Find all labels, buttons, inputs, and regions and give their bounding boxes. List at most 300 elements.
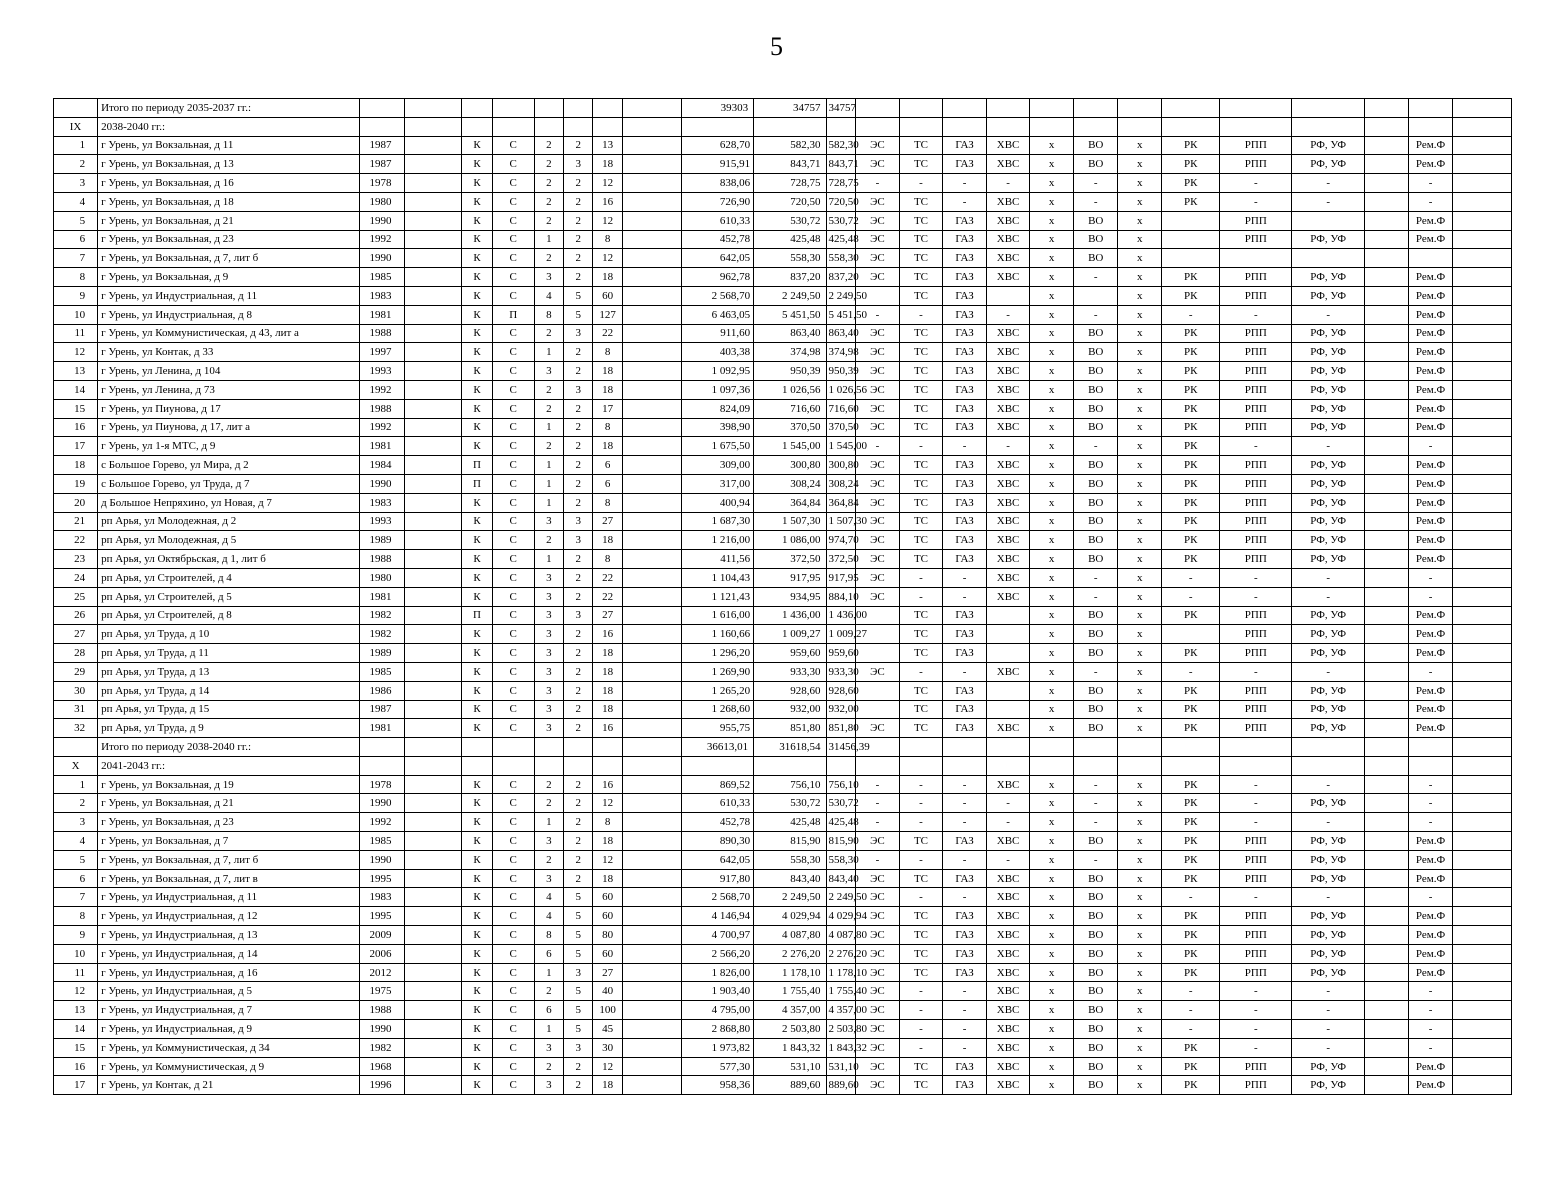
- table-row: [54, 531, 1512, 550]
- table-cell: -: [1220, 662, 1292, 681]
- table-cell: ТС: [899, 343, 942, 362]
- table-cell: С: [492, 155, 534, 174]
- table-cell: [1364, 286, 1408, 305]
- table-cell: 1 009,27: [754, 625, 826, 644]
- table-cell: х: [1118, 587, 1162, 606]
- table-cell: 1992: [360, 813, 404, 832]
- table-cell: 13: [54, 1001, 98, 1020]
- table-cell: 7: [54, 888, 98, 907]
- table-cell: РК: [1162, 606, 1220, 625]
- table-cell: 4 087,80: [826, 926, 855, 945]
- table-cell: г Урень, ул Вокзальная, д 7, лит в: [98, 869, 360, 888]
- table-cell: ТС: [899, 832, 942, 851]
- table-cell: х: [1030, 944, 1074, 963]
- table-cell: РК: [1162, 1038, 1220, 1057]
- table-cell: ГАЗ: [943, 155, 987, 174]
- table-cell: х: [1030, 230, 1074, 249]
- table-cell: 610,33: [681, 211, 753, 230]
- table-cell: 30: [593, 1038, 622, 1057]
- table-cell: 2: [564, 456, 593, 475]
- table-cell: РК: [1162, 437, 1220, 456]
- table-row: [54, 286, 1512, 305]
- table-cell: С: [492, 1020, 534, 1039]
- table-cell: ХВС: [987, 268, 1030, 287]
- table-cell: [1364, 456, 1408, 475]
- table-cell: Рем.Ф: [1408, 418, 1452, 437]
- table-cell: 628,70: [681, 136, 753, 155]
- table-cell: 22: [593, 587, 622, 606]
- table-cell: 13: [54, 362, 98, 381]
- table-cell: 374,98: [754, 343, 826, 362]
- table-cell: С: [492, 907, 534, 926]
- table-cell: х: [1030, 1076, 1074, 1095]
- table-cell: 911,60: [681, 324, 753, 343]
- table-cell: 3: [534, 869, 563, 888]
- table-cell: х: [1030, 644, 1074, 663]
- table-cell: ВО: [1074, 211, 1118, 230]
- table-cell: 60: [593, 888, 622, 907]
- table-cell: 3: [534, 700, 563, 719]
- table-cell: С: [492, 700, 534, 719]
- table-cell: -: [899, 982, 942, 1001]
- table-cell: -: [855, 775, 899, 794]
- table-cell: 2: [534, 249, 563, 268]
- table-cell: С: [492, 1076, 534, 1095]
- table-cell: [1364, 907, 1408, 926]
- table-cell: [855, 644, 899, 663]
- table-cell: С: [492, 512, 534, 531]
- table-cell: 8: [593, 418, 622, 437]
- table-cell: К: [462, 305, 492, 324]
- table-cell: ХВС: [987, 832, 1030, 851]
- table-cell: ЭС: [855, 249, 899, 268]
- table-cell: -: [855, 850, 899, 869]
- table-cell: х: [1118, 907, 1162, 926]
- table-cell: РПП: [1220, 230, 1292, 249]
- table-cell: ХВС: [987, 230, 1030, 249]
- table-cell: -: [855, 794, 899, 813]
- table-cell: ВО: [1074, 944, 1118, 963]
- table-cell: х: [1030, 362, 1074, 381]
- table-cell: ВО: [1074, 399, 1118, 418]
- table-cell: 5: [564, 888, 593, 907]
- table-cell: 2: [534, 324, 563, 343]
- table-cell: 582,30: [754, 136, 826, 155]
- table-cell: [1453, 907, 1512, 926]
- table-cell: 4 087,80: [754, 926, 826, 945]
- table-cell: -: [1292, 568, 1364, 587]
- table-cell: РФ, УФ: [1292, 380, 1364, 399]
- table-cell: РФ, УФ: [1292, 963, 1364, 982]
- table-row: [54, 399, 1512, 418]
- table-cell: К: [462, 1001, 492, 1020]
- table-cell: х: [1118, 982, 1162, 1001]
- table-cell: г Урень, ул Ленина, д 104: [98, 362, 360, 381]
- table-cell: -: [1220, 888, 1292, 907]
- table-cell: 2: [564, 719, 593, 738]
- table-cell: х: [1030, 850, 1074, 869]
- table-cell: ЭС: [855, 230, 899, 249]
- table-cell: ГАЗ: [943, 305, 987, 324]
- table-cell: 1: [534, 963, 563, 982]
- table-cell: [1364, 230, 1408, 249]
- table-cell: х: [1030, 587, 1074, 606]
- table-cell: -: [1074, 662, 1118, 681]
- table-cell: -: [943, 775, 987, 794]
- table-cell: х: [1118, 662, 1162, 681]
- table-cell: 1981: [360, 719, 404, 738]
- table-cell: 5: [564, 305, 593, 324]
- table-cell: 1 086,00: [754, 531, 826, 550]
- table-cell: 2: [54, 155, 98, 174]
- table-cell: -: [1408, 437, 1452, 456]
- table-cell: РФ, УФ: [1292, 681, 1364, 700]
- table-cell: ЭС: [855, 456, 899, 475]
- table-cell: ГАЗ: [943, 418, 987, 437]
- table-cell: [1453, 662, 1512, 681]
- table-cell: С: [492, 1001, 534, 1020]
- table-cell: ЭС: [855, 550, 899, 569]
- table-cell: РПП: [1220, 606, 1292, 625]
- table-cell: Рем.Ф: [1408, 719, 1452, 738]
- table-cell: 1 296,20: [681, 644, 753, 663]
- table-cell: 22: [593, 568, 622, 587]
- table-cell: [1162, 230, 1220, 249]
- table-cell: К: [462, 286, 492, 305]
- table-cell: Рем.Ф: [1408, 136, 1452, 155]
- table-cell: [1453, 944, 1512, 963]
- page-number: 5: [770, 32, 783, 61]
- table-cell: -: [1292, 662, 1364, 681]
- table-cell: 19: [54, 474, 98, 493]
- table-cell: ХВС: [987, 775, 1030, 794]
- table-cell: -: [899, 568, 942, 587]
- table-row: [54, 136, 1512, 155]
- table-cell: 6: [54, 869, 98, 888]
- table-cell: К: [462, 399, 492, 418]
- table-cell: [855, 681, 899, 700]
- table-cell: ТС: [899, 719, 942, 738]
- table-cell: 1982: [360, 625, 404, 644]
- table-cell: [1364, 625, 1408, 644]
- table-cell: ТС: [899, 869, 942, 888]
- table-cell: 400,94: [681, 493, 753, 512]
- table-row: [54, 568, 1512, 587]
- table-cell: Рем.Ф: [1408, 230, 1452, 249]
- period-section-row: [54, 117, 1512, 136]
- table-cell: 3: [564, 324, 593, 343]
- table-cell: РФ, УФ: [1292, 268, 1364, 287]
- table-cell: РФ, УФ: [1292, 700, 1364, 719]
- table-cell: 2006: [360, 944, 404, 963]
- table-cell: х: [1118, 249, 1162, 268]
- section-code: X: [54, 756, 98, 775]
- table-cell: ГАЗ: [943, 286, 987, 305]
- table-cell: [1364, 493, 1408, 512]
- table-cell: ГАЗ: [943, 136, 987, 155]
- table-cell: Рем.Ф: [1408, 474, 1452, 493]
- table-row: [54, 493, 1512, 512]
- table-cell: 2 249,50: [754, 286, 826, 305]
- table-cell: ГАЗ: [943, 963, 987, 982]
- table-cell: К: [462, 869, 492, 888]
- table-cell: ХВС: [987, 192, 1030, 211]
- period-section-row: [54, 756, 1512, 775]
- table-cell: [1364, 268, 1408, 287]
- table-cell: 1: [534, 493, 563, 512]
- table-cell: ГАЗ: [943, 399, 987, 418]
- table-cell: 11: [54, 963, 98, 982]
- table-cell: 5: [564, 907, 593, 926]
- table-row: [54, 249, 1512, 268]
- table-cell: 6: [593, 456, 622, 475]
- table-cell: г Урень, ул Индустриальная, д 8: [98, 305, 360, 324]
- table-cell: х: [1118, 474, 1162, 493]
- table-cell: х: [1030, 286, 1074, 305]
- table-cell: [1453, 418, 1512, 437]
- table-cell: С: [492, 606, 534, 625]
- table-cell: [1453, 324, 1512, 343]
- table-cell: 932,00: [826, 700, 855, 719]
- table-cell: К: [462, 681, 492, 700]
- table-cell: РК: [1162, 1057, 1220, 1076]
- table-cell: -: [1408, 174, 1452, 193]
- table-cell: 928,60: [754, 681, 826, 700]
- table-cell: х: [1118, 286, 1162, 305]
- table-cell: 2: [534, 155, 563, 174]
- table-cell: -: [855, 437, 899, 456]
- table-body: [54, 99, 1512, 1095]
- table-cell: Рем.Ф: [1408, 362, 1452, 381]
- table-cell: г Урень, ул Индустриальная, д 13: [98, 926, 360, 945]
- table-cell: 824,09: [681, 399, 753, 418]
- table-cell: х: [1118, 268, 1162, 287]
- table-cell: -: [987, 813, 1030, 832]
- table-cell: х: [1030, 963, 1074, 982]
- table-cell: -: [1292, 587, 1364, 606]
- table-cell: ВО: [1074, 550, 1118, 569]
- table-cell: 1990: [360, 1020, 404, 1039]
- table-cell: РПП: [1220, 155, 1292, 174]
- table-cell: 5 451,50: [826, 305, 855, 324]
- table-cell: 2: [534, 982, 563, 1001]
- period-total-label: Итого по периоду 2035-2037 гг.:: [98, 99, 360, 118]
- table-cell: 8: [54, 907, 98, 926]
- table-cell: 1 507,30: [754, 512, 826, 531]
- table-cell: [1453, 700, 1512, 719]
- table-cell: С: [492, 625, 534, 644]
- table-cell: К: [462, 418, 492, 437]
- table-cell: ХВС: [987, 719, 1030, 738]
- table-cell: х: [1030, 982, 1074, 1001]
- table-cell: ВО: [1074, 155, 1118, 174]
- table-cell: 2: [564, 681, 593, 700]
- table-cell: 838,06: [681, 174, 753, 193]
- table-cell: РПП: [1220, 850, 1292, 869]
- table-cell: 3: [534, 512, 563, 531]
- table-cell: РФ, УФ: [1292, 1076, 1364, 1095]
- table-cell: х: [1118, 192, 1162, 211]
- table-cell: х: [1030, 681, 1074, 700]
- table-cell: РПП: [1220, 869, 1292, 888]
- table-cell: рп Арья, ул Труда, д 11: [98, 644, 360, 663]
- table-cell: ХВС: [987, 474, 1030, 493]
- table-cell: х: [1118, 700, 1162, 719]
- table-cell: С: [492, 230, 534, 249]
- table-cell: х: [1118, 456, 1162, 475]
- table-cell: 1993: [360, 512, 404, 531]
- table-cell: -: [1292, 1038, 1364, 1057]
- table-cell: 17: [54, 437, 98, 456]
- table-cell: 851,80: [754, 719, 826, 738]
- table-cell: -: [1292, 1020, 1364, 1039]
- table-cell: х: [1118, 174, 1162, 193]
- table-cell: ХВС: [987, 1001, 1030, 1020]
- table-cell: К: [462, 813, 492, 832]
- table-cell: 843,40: [826, 869, 855, 888]
- table-cell: [1453, 606, 1512, 625]
- table-cell: РФ, УФ: [1292, 343, 1364, 362]
- table-cell: ГАЗ: [943, 625, 987, 644]
- table-cell: ЭС: [855, 343, 899, 362]
- table-cell: -: [899, 850, 942, 869]
- table-cell: 3: [564, 606, 593, 625]
- table-cell: 2: [564, 249, 593, 268]
- table-cell: 1978: [360, 775, 404, 794]
- table-cell: Рем.Ф: [1408, 700, 1452, 719]
- table-cell: [987, 681, 1030, 700]
- table-cell: 2: [564, 399, 593, 418]
- table-cell: РК: [1162, 926, 1220, 945]
- table-cell: 1983: [360, 493, 404, 512]
- table-cell: х: [1118, 963, 1162, 982]
- table-cell: С: [492, 888, 534, 907]
- table-cell: Рем.Ф: [1408, 850, 1452, 869]
- table-cell: -: [1074, 192, 1118, 211]
- table-cell: 2: [564, 644, 593, 663]
- table-cell: 2 566,20: [681, 944, 753, 963]
- table-cell: 2 503,80: [754, 1020, 826, 1039]
- table-cell: ХВС: [987, 362, 1030, 381]
- table-cell: 5: [564, 286, 593, 305]
- table-cell: 2 868,80: [681, 1020, 753, 1039]
- table-cell: ЭС: [855, 136, 899, 155]
- table-cell: 1 507,30: [826, 512, 855, 531]
- table-row: [54, 700, 1512, 719]
- table-cell: ТС: [899, 286, 942, 305]
- table-cell: 1 097,36: [681, 380, 753, 399]
- table-cell: х: [1030, 832, 1074, 851]
- table-cell: 1990: [360, 850, 404, 869]
- table-cell: -: [899, 305, 942, 324]
- table-cell: РФ, УФ: [1292, 907, 1364, 926]
- table-cell: 2012: [360, 963, 404, 982]
- table-cell: х: [1030, 926, 1074, 945]
- table-cell: РФ, УФ: [1292, 512, 1364, 531]
- table-cell: [1453, 268, 1512, 287]
- table-row: [54, 944, 1512, 963]
- table-cell: 582,30: [826, 136, 855, 155]
- table-cell: 18: [593, 437, 622, 456]
- table-cell: 2: [564, 418, 593, 437]
- table-cell: 9: [54, 926, 98, 945]
- table-cell: рп Арья, ул Труда, д 9: [98, 719, 360, 738]
- table-cell: 1980: [360, 568, 404, 587]
- table-row: [54, 926, 1512, 945]
- table-cell: ЭС: [855, 211, 899, 230]
- table-cell: 425,48: [826, 813, 855, 832]
- table-cell: РФ, УФ: [1292, 1057, 1364, 1076]
- table-cell: РПП: [1220, 380, 1292, 399]
- table-cell: -: [1074, 794, 1118, 813]
- table-row: [54, 456, 1512, 475]
- table-cell: Рем.Ф: [1408, 963, 1452, 982]
- table-cell: 2: [564, 794, 593, 813]
- table-cell: 6: [54, 230, 98, 249]
- table-cell: [987, 286, 1030, 305]
- table-cell: 16: [54, 1057, 98, 1076]
- table-cell: ГАЗ: [943, 869, 987, 888]
- table-cell: [1453, 1001, 1512, 1020]
- table-cell: ЭС: [855, 662, 899, 681]
- table-cell: К: [462, 324, 492, 343]
- table-cell: с Большое Горево, ул Мира, д 2: [98, 456, 360, 475]
- table-cell: ХВС: [987, 456, 1030, 475]
- table-cell: 2: [564, 813, 593, 832]
- table-cell: -: [943, 982, 987, 1001]
- table-cell: К: [462, 136, 492, 155]
- table-row: [54, 1038, 1512, 1057]
- table-cell: г Урень, ул Вокзальная, д 21: [98, 211, 360, 230]
- table-cell: -: [1220, 813, 1292, 832]
- table-cell: 16: [593, 192, 622, 211]
- table-cell: 3: [564, 512, 593, 531]
- table-cell: 8: [593, 343, 622, 362]
- table-cell: РК: [1162, 1076, 1220, 1095]
- table-cell: 2 568,70: [681, 888, 753, 907]
- table-cell: -: [855, 813, 899, 832]
- table-cell: С: [492, 1057, 534, 1076]
- table-cell: 1 436,00: [754, 606, 826, 625]
- table-cell: 1992: [360, 230, 404, 249]
- table-cell: -: [1292, 1001, 1364, 1020]
- table-cell: 1: [534, 550, 563, 569]
- table-cell: ГАЗ: [943, 700, 987, 719]
- table-cell: К: [462, 587, 492, 606]
- table-cell: х: [1030, 775, 1074, 794]
- table-cell: 610,33: [681, 794, 753, 813]
- table-cell: 12: [593, 794, 622, 813]
- table-cell: К: [462, 963, 492, 982]
- table-cell: х: [1118, 324, 1162, 343]
- table-cell: [1364, 719, 1408, 738]
- table-cell: К: [462, 230, 492, 249]
- table-cell: -: [1074, 775, 1118, 794]
- table-cell: 2: [564, 437, 593, 456]
- table-cell: РК: [1162, 136, 1220, 155]
- table-cell: -: [1220, 982, 1292, 1001]
- table-cell: х: [1118, 305, 1162, 324]
- table-cell: -: [1162, 982, 1220, 1001]
- table-cell: х: [1030, 437, 1074, 456]
- table-cell: РПП: [1220, 681, 1292, 700]
- table-row: [54, 211, 1512, 230]
- table-row: [54, 719, 1512, 738]
- table-cell: [1453, 869, 1512, 888]
- table-cell: РПП: [1220, 700, 1292, 719]
- table-cell: К: [462, 512, 492, 531]
- table-cell: К: [462, 380, 492, 399]
